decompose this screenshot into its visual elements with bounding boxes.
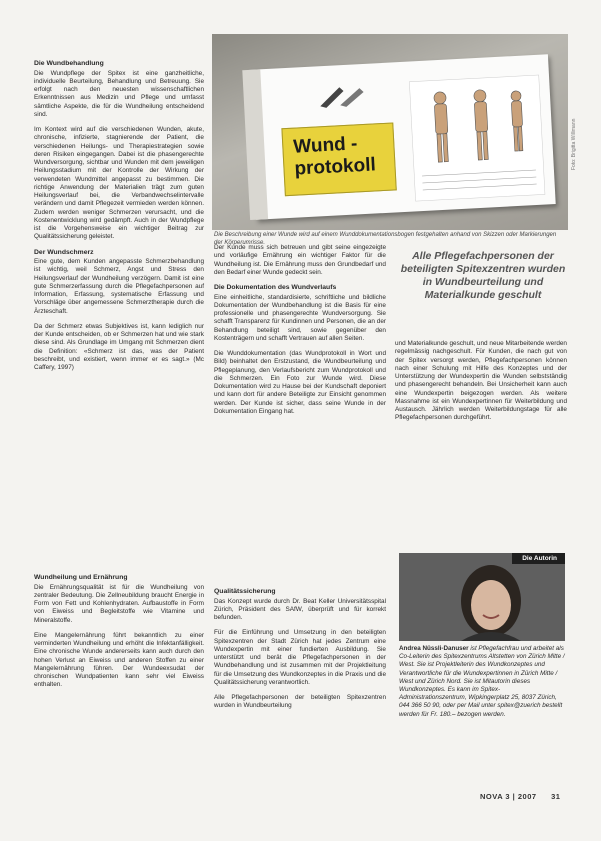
paragraph: Eine einheitliche, standardisierte, schriftliche und bildliche Dokumentation der Wundbehandlung ist die Basis für eine professionelle und phasengerechte Wundversorgung. Sie schafft Transparenz für Kundinnen und Personen, die an der Behandlung beteiligt sind, sowie gegenüber den Kostenträgern und schafft Vertrauen auf allen Seiten. [214, 293, 386, 342]
photo-caption: Die Beschreibung einer Wunde wird auf einem Wunddokumentationsbogen festgehalten anhand von Skizzen oder Markierungen der Körperumrisse. [214, 232, 557, 246]
author-photo [399, 553, 565, 641]
heading-wundbehandlung: Die Wundbehandlung [34, 60, 104, 67]
paragraph: Die Ernährungsqualität ist für die Wundheilung von zentraler Bedeutung. Die Zellneubildung braucht Energie in Form von Fett und Kohlenhydraten. Aufbaustoffe in Form von Eiweiss und Begleitstoffe wie Vitamine und Mineralstoffe. [34, 583, 204, 624]
paragraph: Die Wunddokumentation (das Wundprotokoll in Wort und Bild) beinhaltet den Erstzustand, die Wundbeurteilung und Pflegeplanung, den Verlaufsbericht zum Wundprotokoll und die Schmerzen. Ein Foto zur Wunde wird. Diese Dokumentation wird zu Hause bei der Kundschaft deponiert und kann dort für andere Beteiligte zur Einsicht genommen werden. Der Kunde ist sicher, dass seine Wunde in der Dokumentation Eingang hat. [214, 350, 386, 415]
paragraph: Alle Pflegefachpersonen der beteiligten Spitexzentren wurden in Wundbeurteilung [214, 694, 386, 710]
paragraph: Da der Schmerz etwas Subjektives ist, kann lediglich nur der Kunde entscheiden, ob er Schmerzen hat und wie stark diese sind. Als Grundlage im Umgang mit Schmerzen dient die Definition: «Schmerz ist das, was der Patient beschreibt, und existiert, wenn immer er es sagt.» (Mc Caffery, 1997) [34, 322, 204, 371]
author-heading: Die Autorin [512, 553, 565, 564]
magazine-issue: NOVA 3 | 2007 [480, 792, 537, 801]
paragraph: Eine Mangelernährung führt bekanntlich zu einer verminderten Wundheilung und erhöht die Infektanfälligkeit. Eine chronische Wunde andererseits kann auch durch den hohen Verlust an Eiweiss und anderen Stoffen zu einer Mangelernährung führen. Der Wundeexsudat der chronischen Wundpatienten kann sehr viel Eiweiss enthalten. [34, 631, 204, 689]
paragraph: und Materialkunde geschult, und neue Mitarbeitende werden regelmässig nachgeschult. Für Kunden, die nach gut von der Spitex versorgt werden, Pflegefachpersonen können nach einer Schulung mit Hilfe des Konzeptes und der Unterstützung der Wundexpertin die Wunden selbstständig und phasengerecht behandeln. Bei Unsicherheit kann auch eine Wundexpertin beigezogen werden. Als weitere Massnahme ist ein Wundexpertinnen für Weiterbildung und Austausch. Jährlich werden Weiterbildungstage für alle Pflegefachpersonen durchgeführt. [395, 340, 567, 422]
spitex-logo-icon [309, 81, 374, 112]
pull-quote: Alle Pflegefachpersonen der beteiligten Spitexzentren wurden in Wundbeurteilung und Materialkunde geschult [400, 250, 566, 301]
author-bio [399, 645, 567, 719]
protocol-folder [248, 54, 555, 219]
folder-binding [242, 69, 268, 220]
page-footer [480, 792, 560, 801]
paragraph: Im Kontext wird auf die verschiedenen Wunden, akute, chronische, infizierte, stagnierende der Patient, die verschiedenen Heilungs- und Therapiestrategien sowie deren Risiken eingegangen. Dabei ist die phasengerechte Wundversorgung, sichtbar und Wunden mit dem jeweiligen Heilungsstadium mit der Kontrolle der Wirkung der verwendeten Wundmittel angepasst zu bestimmen. Die richtige Anwendung der Materialien trägt zum guten Heilungsverlauf bei, die Verbandwechselintervalle verändern und damit Pflegezeit vermieden werden können. Zudem werden weniger Schmerzen verursacht, und die Kostenentwicklung wird gedämpft. Auch in der Wundpflege ist die Vorgehensweise ein wichtiger Beitrag zur Qualitätssicherung geleistet. [34, 126, 204, 241]
page-number: 31 [551, 792, 561, 801]
column-1 [34, 60, 204, 379]
heading-wundschmerz: Der Wundschmerz [34, 248, 94, 256]
column-2-lower [214, 588, 386, 718]
paragraph: Das Konzept wurde durch Dr. Beat Keller Universitätsspital Zürich, Präsident des SAfW, überprüft und für korrekt befunden. [214, 597, 386, 621]
column-2 [214, 244, 386, 423]
author-portrait-icon [399, 553, 565, 641]
column-3 [395, 340, 567, 430]
author-description: ist Pflegefachfrau und arbeitet als Co-Leiterin des Spitexzentrums Altstetten von Zürich Mitte / West. Sie ist Projektleiterin des Wundkonzeptes und Verantwortliche für die Wundexpertinnen in Zürich Mitte / West und Zürich Nord. Sie ist Mitautorin dieses Wundkonzeptes. Es kann im Spitex-Administrationszentrum, Wipkingerplatz 25, 8037 Zürich, 044 366 50 90, oder per Mail unter spitex@zuerich bestellt werden für Fr. 180.– bezogen werden. [399, 645, 565, 718]
heading-dokumentation: Die Dokumentation des Wundverlaufs [214, 284, 337, 291]
paragraph: Die Wundpflege der Spitex ist eine ganzheitliche, individuelle Beurteilung, Behandlung und Betreuung. Sie erfolgt nach den neuesten wissenschaftlichen Erkenntnissen aus Medizin und Pflege und umfasst sämtliche Aspekte, die für die Wundheilung entscheidend sind. [34, 69, 204, 118]
author-name: Andrea Nüssli-Danuser [399, 645, 469, 652]
column-1-lower [34, 574, 204, 697]
body-outline-chart-icon [409, 75, 545, 202]
wound-protocol-photo [212, 34, 568, 230]
paragraph: Eine gute, dem Kunden angepasste Schmerzbehandlung ist wichtig, weil Schmerz, Angst und Stress den Heilungsverlauf der Wundheilung verzögern. Damit ist eine gute Schmerzerfassung durch die Pflegefachpersonen auf Information, Erfassung, systematische Erfassung und Vorschläge über angemessene Schmerztherapie durch die Ärzteschaft. [34, 258, 204, 315]
heading-qualitaetssicherung: Qualitätssicherung [214, 588, 276, 595]
heading-wundheilung: Wundheilung und Ernährung [34, 574, 128, 581]
paragraph: Für die Einführung und Umsetzung in den beteiligten Spitexzentren der Stadt Zürich hat jedes Zentrum eine Wundexpertin mit einer fundierten Ausbildung. Sie unterstützt und berät die Pflegefachpersonen in der Wundbehandlung und ist zusammen mit der Projektleitung für die Umsetzung des Wundkonzeptes in die Praxis und die Qualitätssicherung verantwortlich. [214, 629, 386, 686]
paragraph: Der Kunde muss sich betreuen und gibt seine eingezeigte und vorläufige Ernährung ein wichtiger Faktor für die Wundheilung ist. Die Ernährung muss den Grundbedarf und den Bedarf einer Wunde gedeckt sein. [214, 244, 386, 276]
folder-label: Wund - protokoll [281, 122, 396, 196]
photo-credit: Foto: Brigitta Willimann [571, 118, 577, 170]
